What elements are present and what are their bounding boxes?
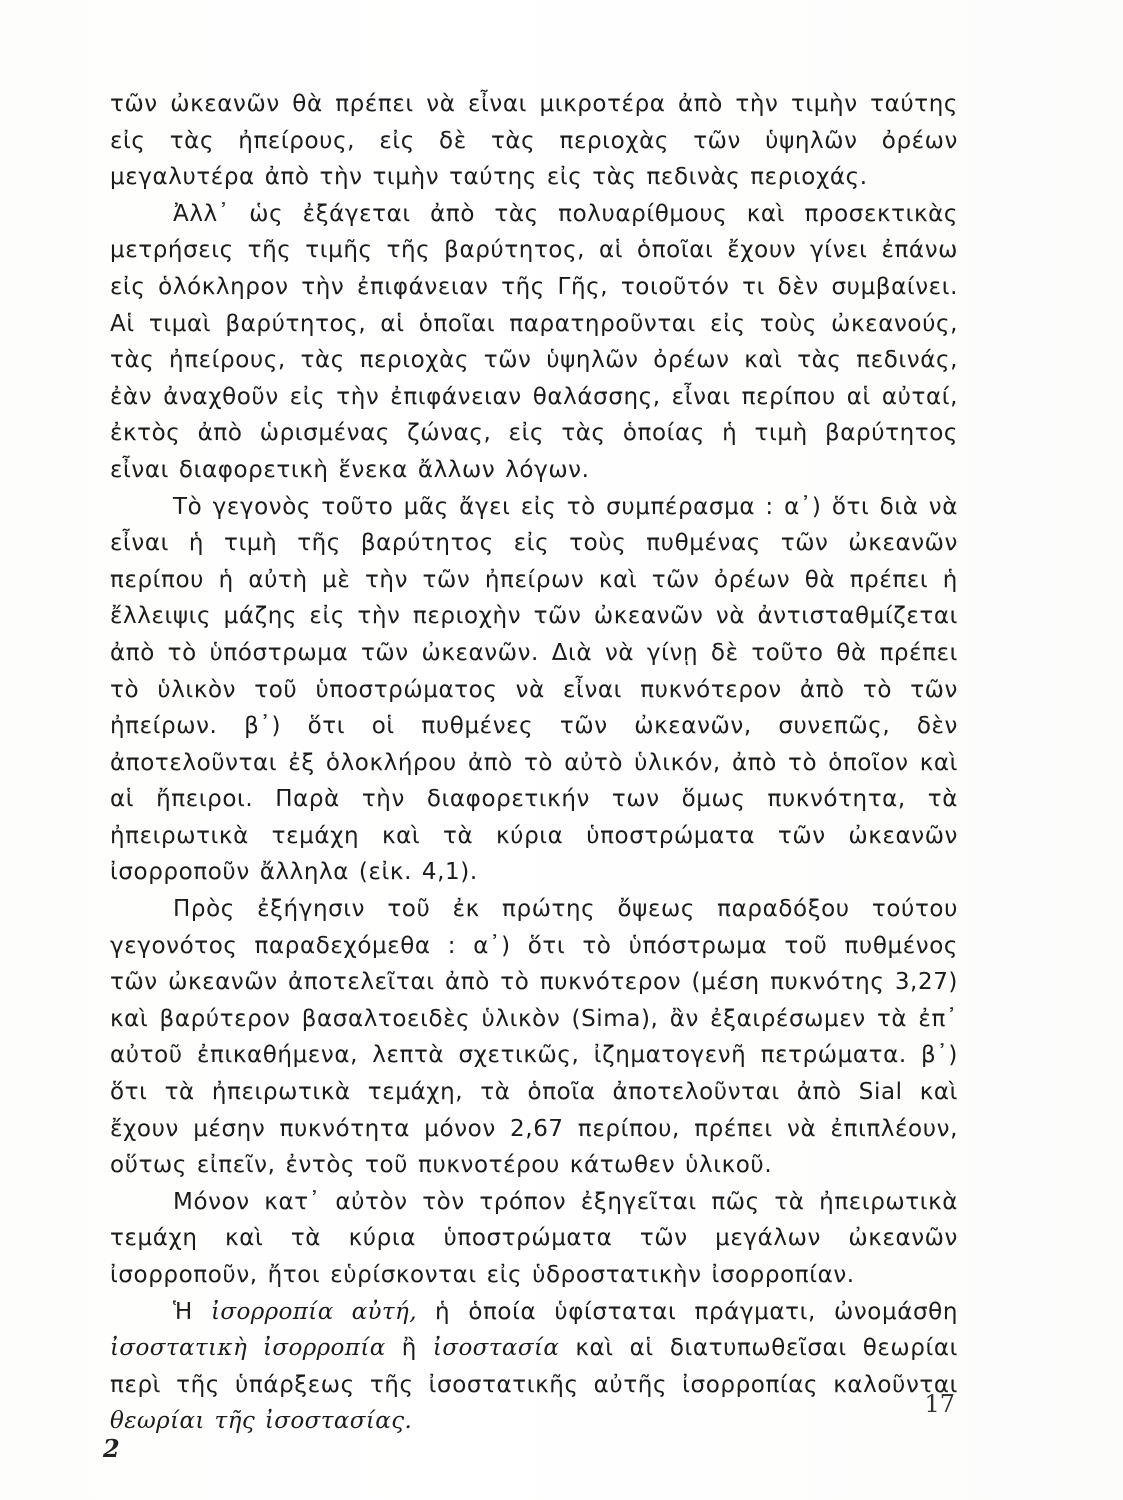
text-run: Τὸ γεγονὸς τοῦτο μᾶς ἄγει εἰς τὸ συμπέρασμα : α᾽) ὅτι διὰ νὰ εἶναι ἡ τιμὴ τῆς βαρύτητος εἰς τοὺς πυθμένας τῶν ὠκεανῶν περίπου ἡ αὐτὴ μὲ τὴν τῶν ἠπείρων καὶ τῶν ὀρέων θὰ πρέπει ἡ ἔλλειψις μάζης εἰς τὴν περιοχὴν τῶν ὠκεανῶν νὰ ἀντισταθμίζεται ἀπὸ τὸ ὑπόστρωμα τῶν ὠκεανῶν. Διὰ νὰ γίνῃ δὲ τοῦτο θὰ πρέπει τὸ ὑλικὸν τοῦ ὑποστρώματος νὰ εἶναι πυκνότερον ἀπὸ τὸ τῶν ἠπείρων. β᾽) ὅτι οἱ πυθμένες τῶν ὠκεανῶν, συνεπῶς, δὲν ἀποτελοῦνται ἐξ ὁλοκλήρου ἀπὸ τὸ αὐτὸ ὑλικόν, ἀπὸ τὸ ὁποῖον καὶ αἱ ἤπειροι. Παρὰ τὴν διαφορετικήν των ὅμως πυκνότητα, τὰ ἠπειρωτικὰ τεμάχη καὶ τὰ κύρια ὑποστρώματα τῶν ὠκεανῶν ἰσορροποῦν ἄλληλα (εἰκ. 4,1). xyxy=(110,493,958,886)
paragraph xyxy=(110,1294,958,1440)
paragraph xyxy=(110,489,958,892)
text-run: Μόνον κατ᾽ αὐτὸν τὸν τρόπον ἐξηγεῖται πῶς τὰ ἠπειρωτικὰ τεμάχη καὶ τὰ κύρια ὑποστρώματα τῶν μεγάλων ὠκεανῶν ἰσορροποῦν, ἤτοι εὑρίσκονται εἰς ὑδροστατικὴν ἰσορροπίαν. xyxy=(110,1188,958,1288)
page-number: 17 xyxy=(924,1390,955,1418)
signature-mark: 2 xyxy=(103,1434,120,1463)
italic-term: ἰσοστασία xyxy=(432,1335,560,1362)
text-run: Πρὸς ἐξήγησιν τοῦ ἐκ πρώτης ὄψεως παραδόξου τούτου γεγονότος παραδεχόμεθα : α᾽) ὅτι τὸ ὑπόστρωμα τοῦ πυθμένος τῶν ὠκεανῶν ἀποτελεῖται ἀπὸ τὸ πυκνότερον (μέση πυκνότης 3,27) καὶ βαρύτερον βασαλτοειδὲς ὑλικὸν (Sima), ἂν ἐξαιρέσωμεν τὰ ἐπ᾽ αὐτοῦ ἐπικαθήμενα, λεπτὰ σχετικῶς, ἰζηματογενῆ πετρώματα. β᾽) ὅτι τὰ ἠπειρωτικὰ τεμάχη, τὰ ὁποῖα ἀποτελοῦνται ἀπὸ Sial καὶ ἔχουν μέσην πυκνότητα μόνον 2,67 περίπου, πρέπει νὰ ἐπιπλέουν, οὕτως εἰπεῖν, ἐντὸς τοῦ πυκνοτέρου κάτωθεν ὑλικοῦ. xyxy=(110,896,958,1179)
body-text xyxy=(110,86,958,1440)
text-run: ἡ ὁποία ὑφίσταται πράγματι, ὠνομάσθη xyxy=(416,1298,958,1325)
italic-term: ἰσορροπία αὐτή, xyxy=(210,1298,417,1325)
text-run: καὶ αἱ διατυπωθεῖσαι θεωρίαι περὶ τῆς ὑπάρξεως τῆς ἰσοστατικῆς αὐτῆς ἰσορροπίας καλοῦνται xyxy=(110,1335,959,1398)
paragraph xyxy=(110,86,958,196)
italic-term: ἰσοστατικὴ ἰσορροπία xyxy=(110,1335,386,1362)
paragraph xyxy=(110,1184,958,1294)
text-run: Ἀλλ᾽ ὡς ἐξάγεται ἀπὸ τὰς πολυαρίθμους καὶ προσεκτικὰς μετρήσεις τῆς τιμῆς τῆς βαρύτητος, αἱ ὁποῖαι ἔχουν γίνει ἐπάνω εἰς ὁλόκληρον τὴν ἐπιφάνειαν τῆς Γῆς, τοιοῦτόν τι δὲν συμβαίνει. Αἱ τιμαὶ βαρύτητος, αἱ ὁποῖαι παρατηροῦνται εἰς τοὺς ὠκεανούς, τὰς ἠπείρους, τὰς περιοχὰς τῶν ὑψηλῶν ὀρέων καὶ τὰς πεδινάς, ἐὰν ἀναχθοῦν εἰς τὴν ἐπιφάνειαν θαλάσσης, εἶναι περίπου αἱ αὐταί, ἐκτὸς ἀπὸ ὡρισμένας ζώνας, εἰς τὰς ὁποίας ἡ τιμὴ βαρύτητος εἶναι διαφορετικὴ ἕνεκα ἄλλων λόγων. xyxy=(110,200,958,483)
text-run: Ἡ xyxy=(173,1298,211,1325)
italic-term: θεωρίαι τῆς ἰσοστασίας. xyxy=(110,1408,413,1435)
text-run: τῶν ὠκεανῶν θὰ πρέπει νὰ εἶναι μικροτέρα ἀπὸ τὴν τιμὴν ταύτης εἰς τὰς ἠπείρους, εἰς δὲ τὰς περιοχὰς τῶν ὑψηλῶν ὀρέων μεγαλυτέρα ἀπὸ τὴν τιμὴν ταύτης εἰς τὰς πεδινὰς περιοχάς. xyxy=(110,91,958,191)
paragraph xyxy=(110,891,958,1184)
paragraph xyxy=(110,196,958,489)
text-run: ἢ xyxy=(385,1335,433,1362)
